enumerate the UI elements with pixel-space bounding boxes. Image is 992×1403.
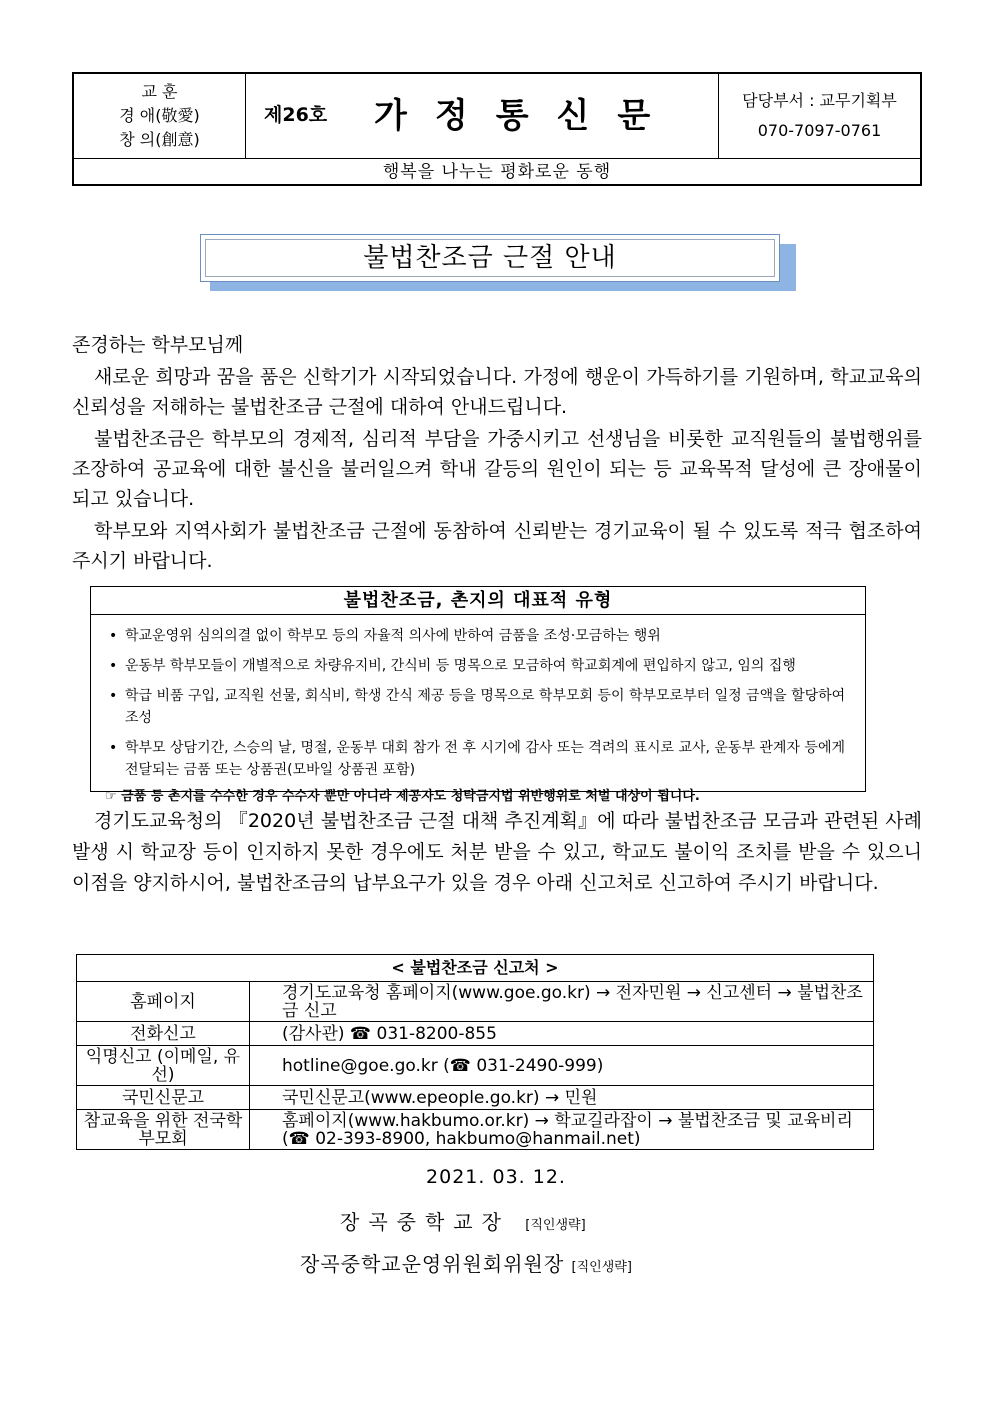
- report-table-caption: < 불법찬조금 신고처 >: [77, 955, 874, 982]
- greeting: 존경하는 학부모님께: [72, 334, 244, 356]
- list-item: • 학부모 상담기간, 스승의 날, 명절, 운동부 대회 참가 전 후 시기에 감사 또는 격려의 표시로 교사, 운동부 관계자 등에게 전달되는 금품 또는 상품권(모바일 상품권 포함): [105, 737, 851, 781]
- row-label: 참교육을 위한 전국학부모회: [77, 1110, 250, 1150]
- row-label: 전화신고: [77, 1022, 250, 1046]
- issue-date: 2021. 03. 12.: [426, 1166, 566, 1188]
- newsletter-title: 가정통신문: [374, 96, 679, 136]
- table-row: [77, 1046, 874, 1086]
- school-motto: [74, 74, 246, 158]
- table-row: [77, 1110, 874, 1150]
- paragraph-intro: 새로운 희망과 꿈을 품은 신학기가 시작되었습니다. 가정에 행운이 가득하기를 기원하며, 학교교육의 신뢰성을 저해하는 불법찬조금 근절에 대하여 안내드립니다.: [72, 366, 922, 418]
- issue-number: 제26호: [264, 104, 328, 126]
- motto-line: 경 애(敬愛): [119, 106, 200, 125]
- signer-name: 장곡중학교운영위원회위원장: [300, 1252, 565, 1276]
- paragraph-problem: 불법찬조금은 학부모의 경제적, 심리적 부담을 가중시키고 선생님을 비롯한 교직원들의 불법행위를 조장하여 공교육에 대한 불신을 불러일으켜 학내 갈등의 원인이 되는 등 교육목적 달성에 큰 장애물이 되고 있습니다.: [72, 428, 922, 510]
- newsletter-header: [72, 72, 922, 186]
- motto-line: 교 훈: [141, 82, 178, 101]
- warning-note: ☞ 금품 등 촌지를 수수한 경우 수수자 뿐만 아니라 제공자도 청탁금지법 위반행위로 처벌 대상이 됩니다.: [105, 789, 700, 804]
- paragraph-report: 경기도교육청의 『2020년 불법찬조금 근절 대책 추진계획』에 따라 불법찬조금 모금과 관련된 사례 발생 시 학교장 등이 인지하지 못한 경우에도 처분 받을 수 있고, 학교도 불이익 조치를 받을 수 있으니 이점을 양지하시어, 불법찬조금의 납부요구가 있을 경우 아래 신고처로 신고하여 주시기 바랍니다.: [72, 810, 922, 894]
- table-row: [77, 955, 874, 982]
- list-item: • 운동부 학부모들이 개별적으로 차량유지비, 간식비 등 명목으로 모금하여 학교회계에 편입하지 않고, 임의 집행: [105, 655, 851, 677]
- report-table: [76, 954, 874, 1150]
- list-item: • 학급 비품 구입, 교직원 선물, 회식비, 학생 간식 제공 등을 명목으로 학부모회 등이 학부모로부터 일정 금액을 할당하여 조성: [105, 685, 851, 729]
- row-label: 국민신문고: [77, 1086, 250, 1110]
- notice-title-box: [200, 234, 780, 282]
- table-row: [77, 1022, 874, 1046]
- seal-omitted: [직인생략]: [525, 1218, 586, 1233]
- row-value: 경기도교육청 홈페이지(www.goe.go.kr) → 전자민원 → 신고센터 → 불법찬조금 신고: [250, 982, 874, 1022]
- department-name: 담당부서 : 교무기획부: [742, 91, 897, 110]
- committee-signature: [300, 1248, 632, 1277]
- department-phone: 070-7097-0761: [757, 121, 882, 140]
- row-value: 국민신문고(www.epeople.go.kr) → 민원: [250, 1086, 874, 1110]
- row-value: 홈페이지(www.hakbumo.or.kr) → 학교길라잡이 → 불법찬조금 및 교육비리(☎ 02-393-8900, hakbumo@hanmail.net): [250, 1110, 874, 1150]
- motto-line: 창 의(創意): [119, 130, 200, 149]
- signer-name: 장곡중학교장: [340, 1210, 510, 1234]
- principal-signature: [340, 1206, 586, 1235]
- types-box-title: 불법찬조금, 촌지의 대표적 유형: [91, 587, 865, 615]
- row-label: 익명신고 (이메일, 유선): [77, 1046, 250, 1086]
- notice-title: 불법찬조금 근절 안내: [205, 239, 775, 277]
- slogan: 행복을 나누는 평화로운 동행: [74, 158, 920, 186]
- seal-omitted: [직인생략]: [571, 1260, 632, 1275]
- row-value: hotline@goe.go.kr (☎ 031-2490-999): [250, 1046, 874, 1086]
- row-value: (감사관) ☎ 031-8200-855: [250, 1022, 874, 1046]
- department-info: [718, 74, 920, 158]
- types-list: [91, 625, 865, 781]
- list-item: • 학교운영위 심의의결 없이 학부모 등의 자율적 의사에 반하여 금품을 조성·모금하는 행위: [105, 625, 851, 647]
- types-box: [90, 586, 866, 804]
- row-label: 홈페이지: [77, 982, 250, 1022]
- table-row: [77, 982, 874, 1022]
- table-row: [77, 1086, 874, 1110]
- paragraph-request: 학부모와 지역사회가 불법찬조금 근절에 동참하여 신뢰받는 경기교육이 될 수 있도록 적극 협조하여 주시기 바랍니다.: [72, 520, 922, 572]
